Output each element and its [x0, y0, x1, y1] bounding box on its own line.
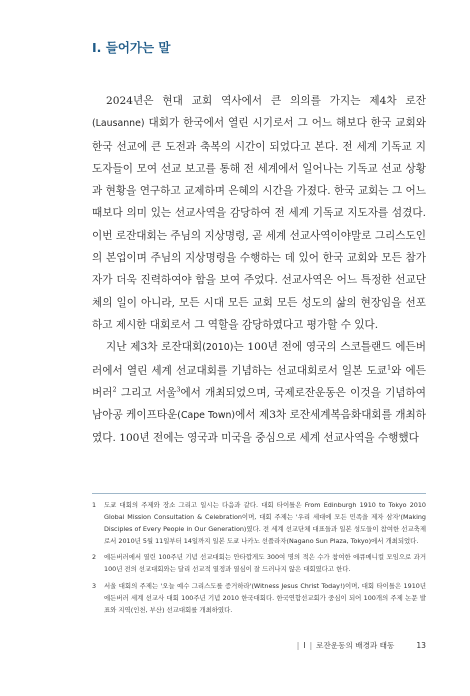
page-number: 13: [416, 641, 426, 650]
body-text: [92, 90, 426, 450]
paragraph-1-text-a: 2024년은 현대 교회 역사에서 큰 의의를 가지는 제4차 로잔: [106, 95, 426, 107]
footnote-number: 1: [92, 501, 97, 509]
footnote-ref-3[interactable]: 3: [176, 385, 181, 394]
paragraph-2-text-f: 에서 개최되었으며, 국제로잔운동은 이것을 기념하여 남아공 케이프타운: [92, 386, 426, 422]
paragraph-1: [92, 90, 426, 336]
paragraph-1-text-c: 대회가 한국에서 열린 시기로서 그 어느 해보다 한국 교회와 한국 선교에 큰 도전과 축복의 시간이 되었다고 본다. 전 세계 기독교 지도자들이 모여 선교 보고를 통해 전 세계에서 일어나는 기독교 선교 상황과 현황을 연구하고 교제하며 은혜의 시간을 가졌다. 한국 교회는 그 어느 때보다 의미 있는 선교사역을 감당하여 전 세계 기독교 지도자를 섬겼다. 이번 로잔대회는 주님의 지상명령, 곧 세계 선교사역이야말로 그리스도인의 본업이며 주님의 지상명령을 수행하는 데 있어 한국 교회와 모든 참가자가 더욱 진력하여야 함을 보여 주었다. 선교사역은 어느 특정한 선교단체의 일이 아니라, 모든 시대 모든 교회 모든 성도의 삶의 현장임을 선포하고 제시한 대회로서 그 역할을 감당하였다고 평가할 수 있다.: [92, 117, 426, 331]
footer-chapter: 로잔운동의 배경과 태동: [316, 641, 395, 650]
footnotes: [92, 499, 426, 620]
footnote-2: [92, 551, 426, 575]
footnote-3: [92, 580, 426, 616]
page-footer: [250, 640, 426, 651]
paragraph-2-text-c: 는 100년 전에 영국의 스코틀랜드 에든버러에서 열린 세계 선교대회를 기념하는 선교대회로서 일본 도쿄: [92, 341, 427, 377]
paragraph-2-text-h: 에서 제3차 로잔세계복음화대회를 개최하였다. 100년 전에는 영국과 미국을 중심으로 세계 선교사역을 수행했다: [92, 409, 426, 445]
footnote-text: 서울 대회의 주제는 '오늘 예수 그리스도를 증거하라'(Witness Jesus Christ Today!)이며, 대회 타이틀은 1910년 에든버러 세계 선교사 대회 100주년 기념 2010 한국대회다. 한국연합선교회가 중심이 되어 100개의 주제 논문 발표와 지역(인천, 부산) 선교대회를 개최하였다.: [104, 581, 426, 614]
footnote-ref-1[interactable]: 1: [387, 363, 392, 372]
footnote-number: 2: [92, 553, 97, 562]
paragraph-2-capetown: (Cape Town): [177, 410, 236, 422]
paragraph-1-lausanne: (Lausanne): [92, 118, 145, 130]
footnote-text: 도쿄 대회의 주제와 장소 그리고 일시는 다음과 같다. 대회 타이틀은 From Edinburgh 1910 to Tokyo 2010 Global Mission Consultation & Celebration이며, 대회 주제는 '우리 세대에 모든 민족을 제자 삼자'(Making Disciples of Every People in Our Generation)였다. 전 세계 선교단체 대표들과 일본 성도들이 참여한 선교축제로서 2010년 5월 11일부터 14일까지 일본 도쿄 나카노 선플라자(Nagano Sun Plaza, Tokyo)에서 개최되었다.: [104, 501, 426, 546]
footer-separator: |: [296, 641, 300, 650]
footnote-divider: [92, 493, 426, 494]
footnote-ref-2[interactable]: 2: [112, 385, 117, 394]
paragraph-2-text-d: 와 에든버러: [92, 364, 426, 399]
paragraph-2-year: (2010): [202, 342, 234, 354]
section-heading: Ⅰ. 들어가는 말: [92, 40, 171, 55]
footer-separator: |: [309, 641, 313, 650]
footer-part: Ⅰ: [303, 641, 306, 650]
paragraph-2-text-e: 그리고 서울: [116, 386, 177, 399]
footnote-1: [92, 499, 426, 547]
paragraph-2: [92, 336, 426, 449]
paragraph-2-text-a: 지난 제3차 로잔대회: [106, 341, 203, 354]
footnote-number: 3: [92, 581, 97, 590]
footnote-text: 에든버러에서 열린 100주년 기념 선교대회는 안타깝게도 300여 명의 적은 수가 참여한 에큐메니컬 모임으로 과거 100년 전의 선교대회와는 달리 선교적 열정과 열심이 잘 드러나지 않은 대회였다고 한다.: [104, 553, 426, 574]
